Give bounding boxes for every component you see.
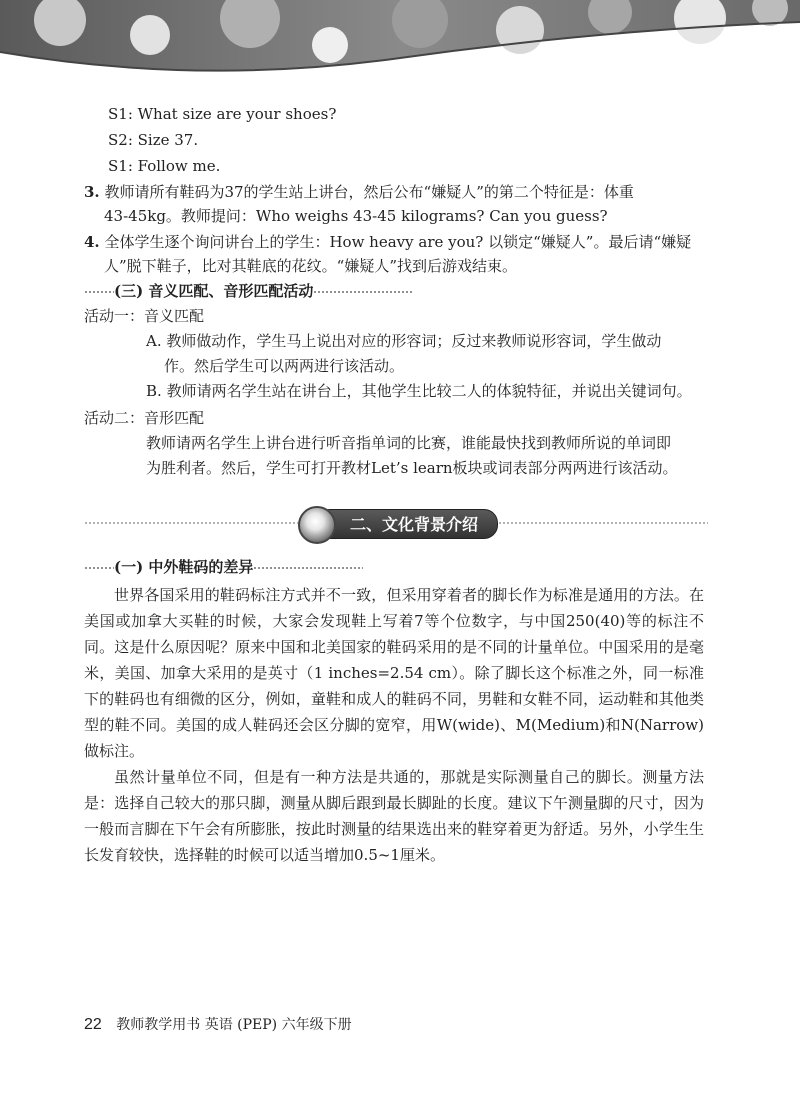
paragraph: 世界各国采用的鞋码标注方式并不一致，但采用穿着者的脚长作为标准是通用的方法。在美国或加拿大买鞋的时候，大家会发现鞋上写着7等个位数字，与中国250(40)等的标注不同。这是什么原因呢？原来中国和北美国家的鞋码采用的是不同的计量单位。中国采用的是毫米，美国、加拿大采用的是英寸（1 inches=2.54 cm）。除了脚长这个标准之外，同一标准下的鞋码也有细微的区分，例如，童鞋和成人的鞋码不同，男鞋和女鞋不同，运动鞋和其他类型的鞋不同。美国的成人鞋码还会区分脚的宽窄，用W(wide)、M(Medium)和N(Narrow)做标注。 — [84, 586, 704, 760]
activity-label: 活动二：音形匹配 — [84, 409, 205, 427]
step-text: 教师请所有鞋码为37的学生站上讲台，然后公布“嫌疑人”的第二个特征是：体重 — [104, 183, 634, 201]
option-text: 教师请两名学生站在讲台上，其他学生比较二人的体貌特征，并说出关键词句。 — [166, 382, 692, 400]
decorative-header-banner — [0, 0, 800, 95]
subsection-heading — [84, 281, 413, 301]
step-text-continued: 人”脱下鞋子，比对其鞋底的花纹。“嫌疑人”找到后游戏结束。 — [104, 257, 518, 275]
activity-label: 活动一：音义匹配 — [84, 307, 205, 325]
section-heading-badge — [298, 506, 498, 540]
badge-icon — [298, 506, 336, 544]
page-number: 22 — [84, 1016, 102, 1033]
step-text: 全体学生逐个询问讲台上的学生：How heavy are you? 以锁定“嫌疑人”。最后请“嫌疑 — [104, 233, 692, 251]
step-item — [84, 232, 691, 252]
subsection-title: (一) 中外鞋码的差异 — [114, 558, 254, 576]
option-text-continued: 作。然后学生可以两两进行该活动。 — [164, 357, 405, 375]
subsection-title: (三) 音义匹配、音形匹配活动 — [114, 282, 314, 300]
option-letter: B. — [146, 382, 162, 400]
subsection-heading — [84, 557, 363, 577]
option-letter: A. — [146, 332, 162, 350]
dialogue-line: S2: Size 37. — [108, 131, 199, 149]
divider — [498, 522, 708, 524]
divider — [84, 522, 298, 524]
activity-text: 教师请两名学生上讲台进行听音指单词的比赛，谁能最快找到教师所说的单词即 — [146, 434, 672, 452]
option-text: 教师做动作，学生马上说出对应的形容词；反过来教师说形容词，学生做动 — [166, 332, 662, 350]
section-title: 二、文化背景介绍 — [350, 515, 479, 534]
activity-text: 为胜利者。然后，学生可打开教材Let’s learn板块或词表部分两两进行该活动。 — [146, 459, 678, 477]
dialogue-line: S1: Follow me. — [108, 157, 221, 175]
step-number: 4. — [84, 233, 100, 251]
step-text-continued: 43-45kg。教师提问：Who weighs 43-45 kilograms? Can you guess? — [104, 207, 608, 225]
activity-option — [146, 381, 692, 401]
page-footer — [84, 1014, 352, 1034]
activity-option — [146, 331, 661, 351]
paragraph: 虽然计量单位不同，但是有一种方法是共通的，那就是实际测量自己的脚长。测量方法是：选择自己较大的那只脚，测量从脚后跟到最长脚趾的长度。建议下午测量脚的尺寸，因为一般而言脚在下午会有所膨胀，按此时测量的结果选出来的鞋穿着更为舒适。另外，小学生生长发育较快，选择鞋的时候可以适当增加0.5~1厘米。 — [84, 768, 704, 864]
dialogue-line: S1: What size are your shoes? — [108, 105, 337, 123]
step-item — [84, 182, 634, 202]
book-title: 教师教学用书 英语 (PEP) 六年级下册 — [116, 1017, 352, 1033]
step-number: 3. — [84, 183, 100, 201]
